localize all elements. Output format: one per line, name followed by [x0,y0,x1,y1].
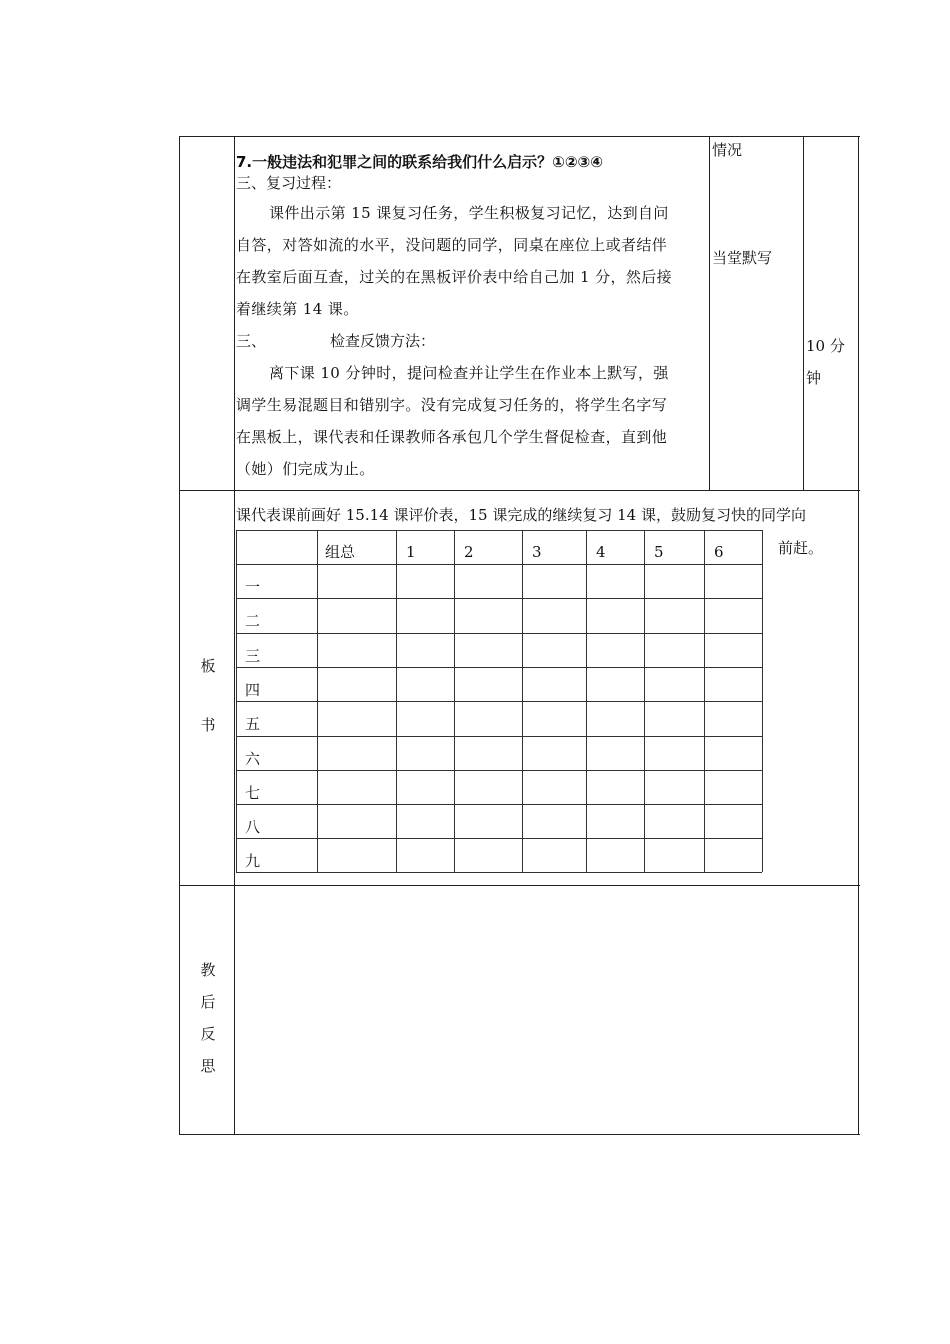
grid-row-label: 八 [245,818,261,836]
grid-header-cell: 组总 [325,543,356,561]
grid-hline [236,598,762,599]
review-line-2: 自答，对答如流的水平，没问题的同学，同桌在座位上或者结伴 [236,236,668,254]
grid-vline [586,530,587,872]
label-column-border [234,136,235,1135]
grid-header-cell: 4 [596,543,606,561]
outer-top-border [179,136,860,137]
review-line-1: 课件出示第 15 课复习任务，学生积极复习记忆，达到自问 [269,204,669,222]
grid-vline [236,530,237,872]
grid-row-label: 九 [245,852,261,870]
grid-vline [704,530,705,872]
check-heading-title: 检查反馈方法： [330,332,436,350]
time-column-border [803,136,804,490]
grid-vline [522,530,523,872]
reflection-content-area[interactable] [236,887,856,1132]
grid-row-label: 六 [245,750,261,768]
grid-header-cell: 5 [654,543,664,561]
grid-header-cell: 1 [406,543,416,561]
board-label-char-1: 板 [200,657,216,675]
reflection-label-char-2: 后 [200,993,216,1011]
grid-hline [236,872,762,873]
outer-left-border [179,136,180,1135]
grid-vline [454,530,455,872]
review-line-4: 着继续第 14 课。 [236,300,359,318]
grid-header-cell: 2 [464,543,474,561]
check-line-2: 调学生易混题目和错别字。没有完成复习任务的，将学生名字写 [236,396,668,414]
time-line-2: 钟 [806,369,822,387]
board-intro-tail: 前赶。 [778,539,824,557]
grid-hline [236,564,762,565]
review-line-3: 在教室后面互查，过关的在黑板评价表中给自己加 1 分，然后接 [236,268,673,286]
grid-row-label: 七 [245,784,261,802]
outer-bottom-border [179,1134,860,1135]
grid-row-label: 一 [245,578,261,596]
outer-right-border [858,136,859,1135]
grid-hline [236,804,762,805]
check-line-1: 离下课 10 分钟时，提问检查并让学生在作业本上默写，强 [269,364,669,382]
grid-hline [236,530,762,531]
grid-vline [762,530,763,872]
grid-row-label: 三 [245,647,261,665]
reflection-label-char-3: 反 [200,1025,216,1043]
grid-hline [236,770,762,771]
board-label-char-2: 书 [200,716,216,734]
grid-hline [236,701,762,702]
grid-hline [236,736,762,737]
grid-vline [644,530,645,872]
row-divider-reflection [179,885,860,886]
situation-value: 当堂默写 [712,249,773,267]
grid-row-label: 二 [245,612,261,630]
grid-vline [396,530,397,872]
situation-column-border [709,136,710,490]
grid-header-cell: 6 [714,543,724,561]
grid-row-label: 五 [245,715,261,733]
grid-hline [236,667,762,668]
reflection-label-char-4: 思 [200,1057,216,1075]
situation-label: 情况 [712,141,743,159]
grid-row-label: 四 [245,681,261,699]
grid-hline [236,838,762,839]
check-line-3: 在黑板上，课代表和任课教师各承包几个学生督促检查，直到他 [236,428,668,446]
question-7: 7.一般违法和犯罪之间的联系给我们什么启示？①②③④ [236,153,603,171]
review-process-heading: 三、复习过程： [236,174,342,192]
board-intro: 课代表课前画好 15.14 课评价表，15 课完成的继续复习 14 课，鼓励复习快的同学向 [236,506,806,524]
row-divider-board [179,490,860,491]
time-line-1: 10 分 [806,337,845,355]
grid-header-cell: 3 [532,543,542,561]
check-line-4: （她）们完成为止。 [236,460,375,478]
reflection-label-char-1: 教 [200,961,216,979]
check-heading-number: 三、 [236,332,267,350]
grid-hline [236,633,762,634]
grid-vline [317,530,318,872]
